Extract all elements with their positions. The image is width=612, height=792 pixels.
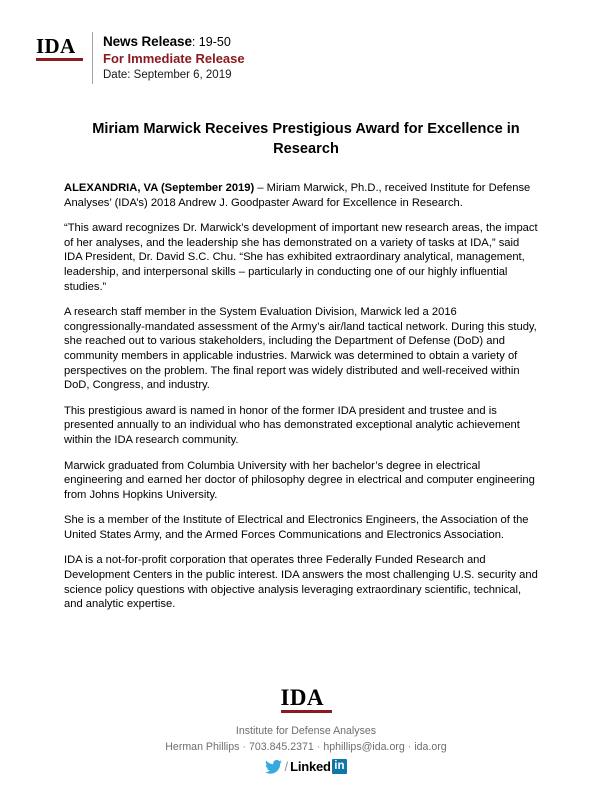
twitter-icon[interactable]	[265, 760, 282, 774]
body-paragraph: Marwick graduated from Columbia University with her bachelor’s degree in electrical engineering and earned her doctor of philosophy degree in electrical and computer engineering from Johns Hopkins University.	[64, 459, 535, 501]
dateline-location-date: ALEXANDRIA, VA (September 2019)	[64, 182, 255, 194]
header-vertical-divider	[92, 32, 93, 84]
footer-contact-phone[interactable]: 703.845.2371	[249, 740, 314, 753]
footer-separator-dot: ·	[316, 740, 321, 753]
immediate-release-label: For Immediate Release	[103, 51, 245, 66]
body-paragraph: She is a member of the Institute of Electrical and Electronics Engineers, the Association of the United States Army, and the Armed Forces Communications and Electronics Association.	[64, 514, 529, 541]
footer-separator-dot: ·	[242, 740, 246, 753]
body-paragraph: IDA is a not-for-profit corporation that operates three Federally Funded Research and Development Centers in the public interest. IDA answers the most challenging U.S. security and science policy questions with objective analysis leveraging extraordinary scientific, technical, and analytic expertise.	[64, 554, 538, 611]
dateline-paragraph	[64, 181, 540, 210]
document-header	[36, 32, 245, 84]
footer-contact-line	[0, 740, 612, 754]
footer-contact-name: Herman Phillips	[165, 740, 240, 753]
dateline-lead-text: – Miriam Marwick, Ph.D., received Institute for Defense Analyses’ (IDA’s) 2018 Andrew J. Goodpaster Award for Excellence in Research.	[64, 182, 531, 209]
footer-ida-logo	[281, 686, 332, 713]
social-slash-separator: /	[284, 758, 289, 774]
footer-website-link[interactable]: ida.org	[414, 740, 447, 753]
linkedin-label[interactable]: Linked	[290, 758, 331, 774]
footer-contact-email[interactable]: hphillips@ida.org	[323, 740, 405, 753]
header-logo-underline-bar	[36, 58, 83, 61]
header-ida-logo	[36, 32, 86, 61]
body-paragraph: “This award recognizes Dr. Marwick’s development of important new research areas, the impact of her analyses, and the leadership she has demonstrated on a variety of tasks at IDA,” said IDA President, Dr. David S.C. Chu. “She has exhibited extraordinary analytical, management, leadership, and interpersonal skills – particularly in conducting one of our highly influential studies.”	[64, 222, 538, 293]
release-date-line: Date: September 6, 2019	[103, 69, 232, 81]
header-logo-text: IDA	[36, 34, 76, 58]
body-paragraph: A research staff member in the System Evaluation Division, Marwick led a 2016 congressionally-mandated assessment of the Army’s air/land tactical network. During this study, she reached out to various stakeholders, including the Department of Defense (DoD) and community members in applicable industries. Marwick was determined to obtain a variety of perspectives on the problem. The final report was widely distributed and well-received within DoD, Congress, and industry.	[64, 306, 537, 392]
news-release-line	[103, 33, 245, 51]
footer-logo-underline-bar	[281, 710, 332, 713]
page-title: Miriam Marwick Receives Prestigious Award for Excellence in Research	[92, 121, 520, 157]
document-footer	[0, 686, 612, 775]
footer-logo-text: IDA	[280, 685, 324, 710]
header-text-block	[103, 32, 245, 83]
footer-social-links	[0, 760, 612, 775]
footer-separator-dot: ·	[407, 740, 412, 753]
article-body	[64, 181, 540, 623]
news-release-number: : 19-50	[191, 35, 231, 49]
body-paragraph: This prestigious award is named in honor of the former IDA president and trustee and is presented annually to an individual who has demonstrated exceptional analytic achievement within the IDA research community.	[64, 404, 520, 446]
footer-organization-name: Institute for Defense Analyses	[235, 724, 377, 737]
linkedin-icon[interactable]: in	[334, 759, 345, 772]
news-release-label: News Release	[103, 34, 192, 49]
